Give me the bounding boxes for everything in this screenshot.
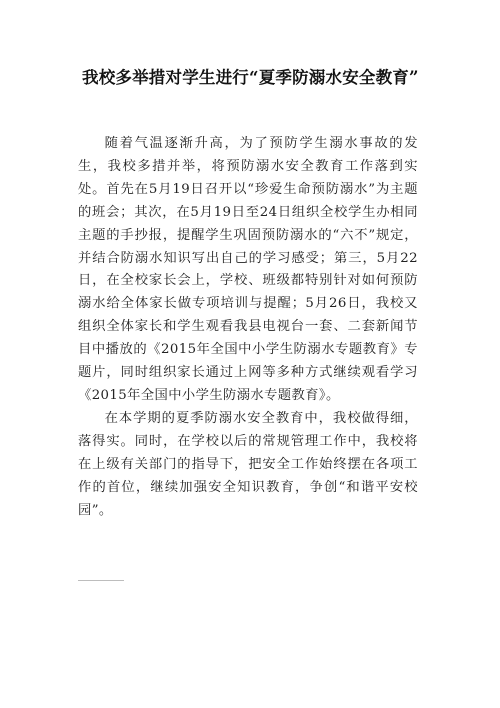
- document-body: [78, 133, 418, 522]
- document-title: 我校多举措对学生进行“夏季防溺水安全教育”: [82, 68, 419, 87]
- body-paragraph-1: 随着气温逐渐升高，为了预防学生溺水事故的发生，我校多措并举，将预防溺水安全教育工作落到实处。首先在5月19日召开以“珍爱生命预防溺水”为主题的班会；其次，在5月19日至24日组织全校学生办相同主题的手抄报，提醒学生巩固预防溺水的“六不”规定，并结合防溺水知识写出自己的学习感受；第三，5月22日，在全校家长会上，学校、班级都特别针对如何预防溺水给全体家长做专项培训与提醒；5月26日，我校又组织全体家长和学生观看我县电视台一套、二套新闻节目中播放的《2015年全国中小学生防溺水专题教育》专题片，同时组织家长通过上网等多种方式继续观看学习《2015年全国中小学生防溺水专题教育》。: [78, 136, 418, 403]
- body-paragraph-2: 在本学期的夏季防溺水安全教育中，我校做得细，落得实。同时，在学校以后的常规管理工作中，我校将在上级有关部门的指导下，把安全工作始终摆在各项工作的首位，继续加强安全知识教育，争创“和谐平安校园”。: [78, 410, 418, 518]
- footnote-divider: [78, 580, 124, 581]
